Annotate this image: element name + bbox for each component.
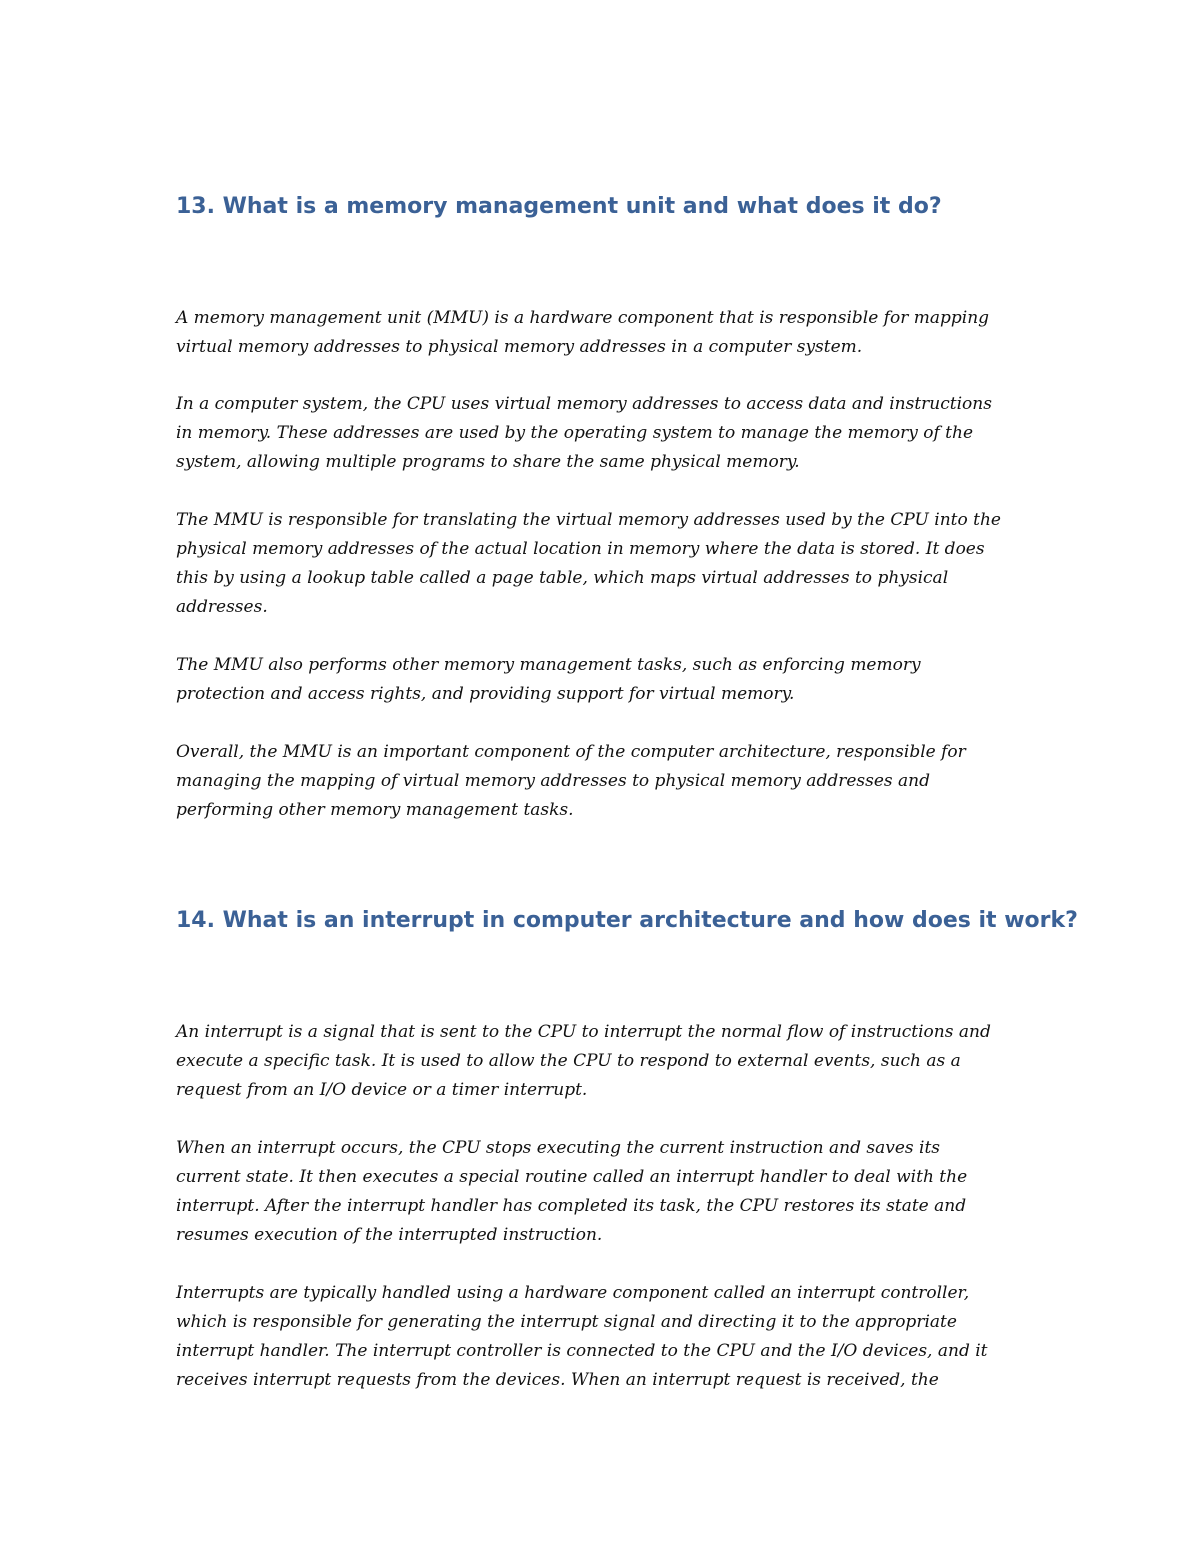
paragraph-line: In a computer system, the CPU uses virtual memory addresses to access data and instructions (176, 394, 992, 414)
paragraph-line: in memory. These addresses are used by the operating system to manage the memory of the (176, 423, 973, 443)
paragraph-line: physical memory addresses of the actual location in memory where the data is stored. It does (176, 539, 985, 559)
section-13-paragraph-2 (176, 390, 1036, 477)
section-13-paragraph-1 (176, 304, 1036, 362)
section-13-paragraph-3 (176, 506, 1036, 622)
paragraph-line: request from an I/O device or a timer interrupt. (176, 1080, 588, 1100)
paragraph-line: interrupt. After the interrupt handler has completed its task, the CPU restores its state and (176, 1196, 967, 1216)
paragraph-line: current state. It then executes a special routine called an interrupt handler to deal with the (176, 1167, 968, 1187)
section-14-heading: 14. What is an interrupt in computer architecture and how does it work? (176, 908, 1078, 933)
paragraph-line: The MMU is responsible for translating the virtual memory addresses used by the CPU into the (176, 510, 1001, 530)
paragraph-line: interrupt handler. The interrupt controller is connected to the CPU and the I/O devices, and it (176, 1341, 988, 1361)
paragraph-line: system, allowing multiple programs to share the same physical memory. (176, 452, 800, 472)
paragraph-line: An interrupt is a signal that is sent to the CPU to interrupt the normal flow of instructions and (176, 1022, 991, 1042)
paragraph-line: receives interrupt requests from the devices. When an interrupt request is received, the (176, 1370, 939, 1390)
section-13-paragraph-5 (176, 738, 1036, 825)
paragraph-line: virtual memory addresses to physical memory addresses in a computer system. (176, 337, 863, 357)
paragraph-line: addresses. (176, 597, 268, 617)
paragraph-line: protection and access rights, and providing support for virtual memory. (176, 684, 795, 704)
paragraph-line: resumes execution of the interrupted instruction. (176, 1225, 603, 1245)
section-13-heading: 13. What is a memory management unit and what does it do? (176, 194, 942, 219)
paragraph-line: which is responsible for generating the interrupt signal and directing it to the appropriate (176, 1312, 957, 1332)
section-13-paragraph-4 (176, 651, 1036, 709)
paragraph-line: The MMU also performs other memory management tasks, such as enforcing memory (176, 655, 921, 675)
paragraph-line: managing the mapping of virtual memory addresses to physical memory addresses and (176, 771, 931, 791)
paragraph-line: Interrupts are typically handled using a hardware component called an interrupt controller, (176, 1283, 970, 1303)
section-14-paragraph-3 (176, 1279, 1036, 1395)
section-14-paragraph-1 (176, 1018, 1036, 1105)
paragraph-line: When an interrupt occurs, the CPU stops executing the current instruction and saves its (176, 1138, 941, 1158)
section-14-paragraph-2 (176, 1134, 1036, 1250)
paragraph-line: this by using a lookup table called a page table, which maps virtual addresses to physical (176, 568, 949, 588)
paragraph-line: performing other memory management tasks. (176, 800, 574, 820)
paragraph-line: A memory management unit (MMU) is a hardware component that is responsible for mapping (176, 308, 990, 328)
paragraph-line: execute a specific task. It is used to allow the CPU to respond to external events, such as a (176, 1051, 961, 1071)
paragraph-line: Overall, the MMU is an important component of the computer architecture, responsible for (176, 742, 966, 762)
